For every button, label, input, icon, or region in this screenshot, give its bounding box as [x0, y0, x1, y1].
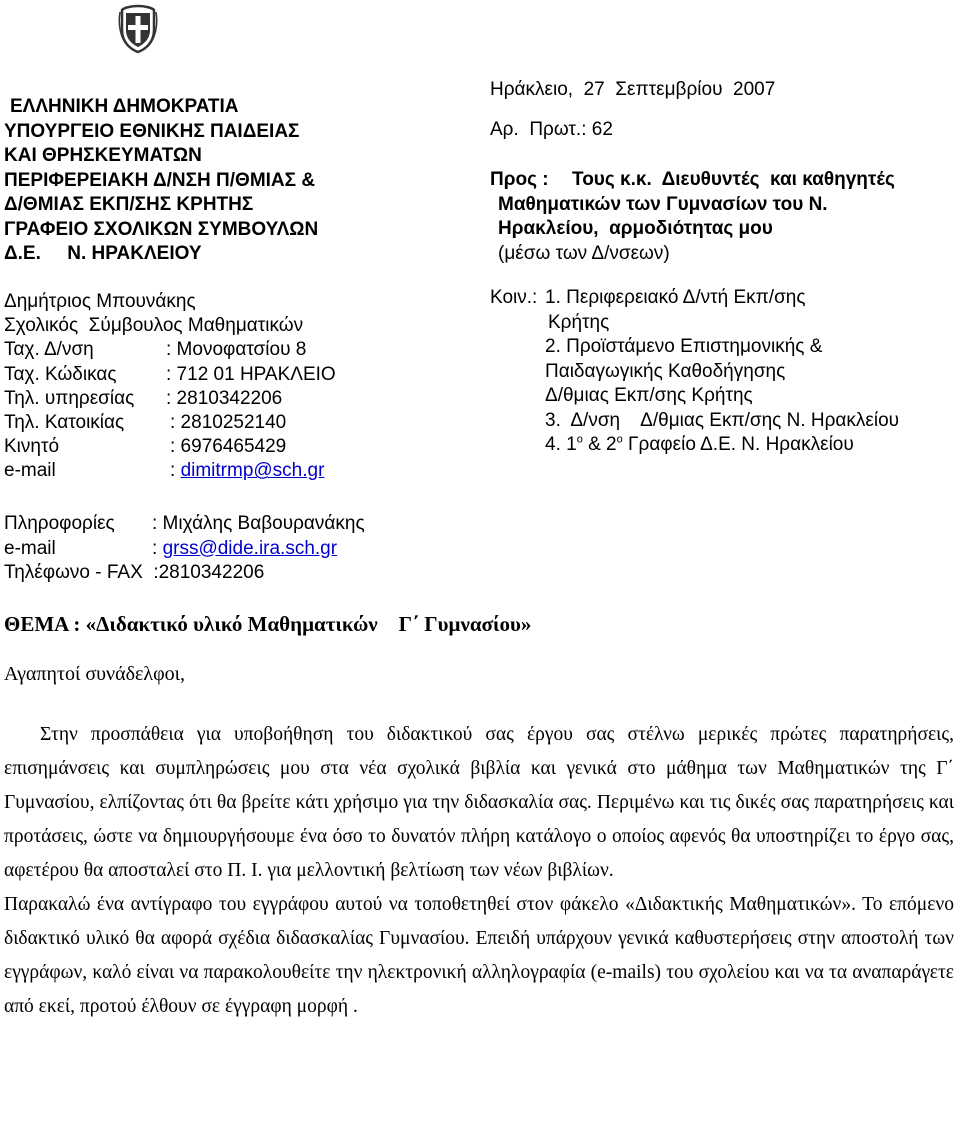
ministry-line: Δ/ΘΜΙΑΣ ΕΚΠ/ΣΗΣ ΚΡΗΤΗΣ	[4, 194, 254, 215]
work-phone-value: : 2810342206	[166, 387, 283, 409]
postcode-value: : 712 01 ΗΡΑΚΛΕΙΟ	[166, 363, 336, 385]
cc-block	[490, 286, 899, 458]
address-label: Ταχ. Δ/νση	[4, 339, 94, 361]
sender-email-link[interactable]: dimitrmp@sch.gr	[180, 460, 325, 482]
cc-label: Κοιν.:	[490, 287, 538, 308]
cc-item: Παιδαγωγικής Καθοδήγησης	[545, 360, 786, 382]
recipient-continued	[490, 193, 899, 267]
sender-role: Σχολικός Σύμβουλος Μαθηματικών	[4, 315, 304, 337]
postcode-row	[4, 363, 336, 387]
letter-date: Ηράκλειο, 27 Σεπτεμβρίου 2007	[490, 79, 776, 100]
cc-item-4-post: Γραφείο Δ.Ε. Ν. Ηρακλείου	[622, 434, 854, 455]
ministry-line: ΕΛΛΗΝΙΚΗ ΔΗΜΟΚΡΑΤΙΑ	[10, 96, 239, 117]
cc-item-4-mid: & 2	[582, 434, 617, 455]
home-phone-row	[4, 411, 336, 435]
ministry-line: Δ.Ε. Ν. ΗΡΑΚΛΕΙΟΥ	[4, 243, 202, 264]
cc-item: 2. Προϊστάμενο Επιστημονικής &	[545, 336, 823, 357]
cc-item: 1. Περιφερειακό Δ/ντή Εκπ/σης	[545, 287, 806, 308]
contact-row	[4, 512, 365, 537]
sender-name: Δημήτριος Μπουνάκης	[4, 291, 196, 312]
letter-body	[4, 718, 954, 1024]
address-value: : Μονοφατσίου 8	[166, 339, 307, 361]
cc-item-4-sup2: ο	[616, 433, 623, 446]
address-row	[4, 338, 336, 362]
info-email-link[interactable]: grss@dide.ira.sch.gr	[162, 537, 338, 559]
protocol-number: Αρ. Πρωτ.: 62	[490, 118, 613, 140]
to-label: Προς :	[490, 169, 549, 190]
info-email-prefix: :	[152, 537, 163, 559]
work-phone-label: Τηλ. υπηρεσίας	[4, 387, 135, 409]
mobile-label: Κινητό	[4, 436, 60, 458]
email-prefix: :	[170, 460, 181, 482]
body-paragraph: Παρακαλώ ένα αντίγραφο του εγγράφου αυτού να τοποθετηθεί στον φάκελο «Διδακτικής Μαθηματικών». Το επόμενο διδακτικό υλικό θα αφορά σχέδια διδασκαλίας Γυμνασίου. Επειδή υπάρχουν γενικά καθυστερήσεις στην αποστολή των εγγράφων, καλό είναι να παρακολουθείτε την ηλεκτρονική αλληλογραφία (e-mails) του σχολείου και να τα αναπαράγετε από εκεί, προτού έλθουν σε έγγραφη μορφή .	[4, 894, 954, 1017]
header-right	[490, 78, 899, 458]
contact-label: Πληροφορίες	[4, 513, 115, 534]
cc-item-4-sup1: ο	[576, 433, 583, 446]
home-phone-value: : 2810252140	[170, 412, 287, 434]
mobile-row	[4, 435, 336, 459]
cc-item: 3. Δ/νση Δ/θμιας Εκπ/σης Ν. Ηρακλείου	[545, 409, 900, 431]
email-row	[4, 459, 336, 483]
cc-row-1	[490, 286, 899, 311]
cc-item: Κρήτης	[548, 311, 610, 333]
email-label: e-mail	[4, 460, 56, 482]
recipient-line: Ηρακλείου, αρμοδιότητας μου	[498, 218, 773, 239]
greek-coat-of-arms-icon	[118, 4, 158, 54]
recipient-line: Μαθηματικών των Γυμνασίων του Ν.	[498, 193, 828, 215]
work-phone-row	[4, 387, 336, 411]
ministry-line: ΓΡΑΦΕΙΟ ΣΧΟΛΙΚΩΝ ΣΥΜΒΟΥΛΩΝ	[4, 218, 319, 240]
letter-subject: ΘΕΜΑ : «Διδακτικό υλικό Μαθηματικών Γ΄ Γυμνασίου»	[4, 612, 532, 636]
contact-value: : Μιχάλης Βαβουρανάκης	[152, 513, 365, 534]
recipient-line: Τους κ.κ. Διευθυντές και καθηγητές	[572, 169, 895, 190]
cc-item-4-pre: 4. 1	[545, 434, 577, 455]
info-block	[4, 512, 365, 586]
ministry-header	[4, 95, 318, 267]
home-phone-label: Τηλ. Κατοικίας	[4, 412, 125, 434]
postcode-label: Ταχ. Κώδικας	[4, 363, 117, 385]
phone-fax: Τηλέφωνο - FAX :2810342206	[4, 562, 265, 583]
ministry-line: ΚΑΙ ΘΡΗΣΚΕΥΜΑΤΩΝ	[4, 145, 202, 166]
info-email-row	[4, 537, 365, 562]
body-paragraph: Στην προσπάθεια για υποβοήθηση του διδακτικού σας έργου σας στέλνω μερικές πρώτες παρατηρήσεις, επισημάνσεις και συμπληρώσεις μου στα νέα σχολικά βιβλία και γενικά στο μάθημα των Μαθηματικών της Γ΄ Γυμνασίου, ελπίζοντας ότι θα βρείτε κάτι χρήσιμο για την διδασκαλία σας. Περιμένω και τις δικές σας παρατηρήσεις και προτάσεις, ώστε να δημιουργήσουμε ένα όσο το δυνατόν πλήρη κατάλογο ο οποίος αφενός θα υποστηρίζει το έργο σας, αφετέρου θα αποσταλεί στο Π. Ι. για μελλοντική βελτίωση των νέων βιβλίων.	[4, 724, 954, 881]
ministry-line: ΠΕΡΙΦΕΡΕΙΑΚΗ Δ/ΝΣΗ Π/ΘΜΙΑΣ &	[4, 169, 316, 191]
mobile-value: : 6976465429	[170, 436, 287, 458]
ministry-line: ΥΠΟΥΡΓΕΙΟ ΕΘΝΙΚΗΣ ΠΑΙΔΕΙΑΣ	[4, 120, 300, 142]
info-email-label: e-mail	[4, 537, 56, 559]
sender-block	[4, 290, 336, 484]
recipient-lines	[572, 168, 895, 193]
greeting: Αγαπητοί συνάδελφοι,	[4, 663, 186, 685]
cc-item-4	[490, 433, 899, 458]
recipient-line: (μέσω των Δ/νσεων)	[498, 242, 670, 264]
cc-item: Δ/θμιας Εκπ/σης Κρήτης	[545, 385, 753, 406]
recipients	[490, 168, 899, 193]
